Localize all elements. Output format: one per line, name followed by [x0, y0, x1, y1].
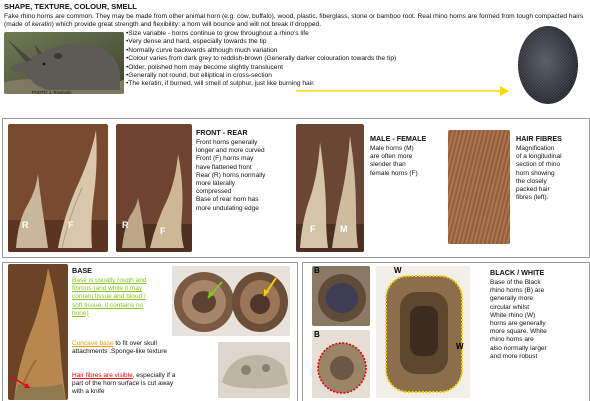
horn-label-rear: R: [122, 220, 129, 230]
front-rear-photo-2: [116, 124, 192, 252]
text-line: Magnification: [516, 145, 555, 152]
text-line: more square. White: [490, 328, 547, 336]
bullet-item: •Normally curve backwards although much variation: [126, 46, 278, 54]
text-line: rhino horns are: [490, 336, 534, 344]
text-line: attachments .Sponge-like texture: [72, 348, 168, 356]
bullet-item: •Generally not round, but elliptical in cross-section: [126, 72, 272, 80]
text-line: generally more: [490, 295, 533, 303]
intro-text-2: ) which provide great strength and flexibility: a horn will bounce and will not break if dropped.: [51, 21, 322, 29]
text-line: soft tissue, it contains no: [72, 301, 144, 309]
intro-keratin: keratin: [31, 21, 52, 29]
rhino-photo: [4, 32, 124, 94]
horn-label-rear: R: [22, 220, 29, 230]
text-line: Male horns (M): [370, 145, 414, 152]
text-line: circular whilst: [490, 303, 530, 311]
text-line: part of the horn surface is cut away: [72, 380, 174, 388]
text-fragment: to fit over skull: [113, 340, 157, 347]
text-line: horn showing: [516, 169, 555, 177]
text-line: [72, 340, 212, 348]
text-line: more laterally: [196, 180, 236, 188]
base-title: BASE: [72, 266, 92, 275]
front-rear-text: [196, 139, 296, 213]
text-line: White rhino (W): [490, 311, 536, 319]
section-title-shape: SHAPE, TEXTURE, COLOUR, SMELL: [4, 2, 137, 11]
text-line: Base of rear horn has: [196, 196, 259, 204]
text-line: compressed: [196, 188, 232, 196]
horn-label-male: M: [340, 224, 348, 234]
text-line: Rear (R) horns normally: [196, 171, 266, 179]
horn-label-female: F: [310, 224, 316, 234]
text-line: horns are generally: [490, 320, 546, 328]
shape-bullets: [126, 30, 436, 89]
text-line: Base of the Black: [490, 279, 541, 286]
label-white-rhino: W: [456, 342, 464, 351]
black-white-title: BLACK / WHITE: [490, 268, 545, 277]
text-line: slender than: [370, 161, 406, 169]
male-female-text: [370, 145, 448, 178]
horn-label-front: F: [160, 226, 166, 236]
hair-fibres-photo: [448, 130, 510, 244]
text-line: Front horns generally: [196, 139, 258, 146]
text-line: have flattened front: [196, 163, 252, 171]
label-white-rhino: W: [394, 266, 402, 275]
label-black-rhino: B: [314, 266, 320, 275]
text-line: also normally larger: [490, 344, 547, 352]
text-fragment: , especially if a: [132, 372, 176, 379]
front-rear-photo-1: [8, 124, 108, 252]
text-line: fibres (left).: [516, 194, 549, 202]
bullet-item: •The keratin, if burned, will smell of sulphur, just like burning hair.: [126, 80, 315, 88]
base-red-text: [72, 372, 222, 397]
base-green-text: [72, 277, 172, 318]
base-orange-text: [72, 340, 212, 356]
intro-paragraph: [4, 13, 588, 30]
text-line: of a longitudinal: [516, 153, 562, 161]
text-line: packed hair: [516, 186, 550, 194]
horn-bases-photo: [172, 266, 290, 336]
text-line: section of rhino: [516, 161, 561, 169]
black-rhino-base-photo-2: [312, 330, 370, 398]
horn-cross-section-photo: [512, 22, 584, 108]
text-line: the closely: [516, 177, 547, 185]
text-line: Base is usually rough and: [72, 277, 147, 284]
text-line: Front (F) horns may: [196, 155, 254, 163]
concave-base-label: Concave base: [72, 340, 114, 347]
white-rhino-base-photo: [376, 266, 470, 398]
hair-fibres-text: [516, 145, 588, 202]
text-line: and more robust: [490, 352, 538, 360]
photo-credit: PHOTO: J. Rosmarin: [32, 90, 72, 95]
text-line: [72, 372, 222, 380]
hair-fibres-title: HAIR FIBRES: [516, 134, 562, 143]
male-female-photo: [296, 124, 364, 252]
label-black-rhino: B: [314, 330, 320, 339]
front-rear-title: FRONT - REAR: [196, 128, 248, 137]
text-line: more undulating edge: [196, 204, 259, 212]
bullet-item: •Size variable - horns continue to grow throughout a rhino's life: [126, 30, 309, 37]
text-line: longer and more curved: [196, 147, 265, 155]
bullet-item: •Colour varies from dark grey to reddish-brown (Generally darker colouration towards the tip): [126, 55, 397, 63]
bullet-item: •Very dense and hard, especially towards the tip: [126, 38, 267, 46]
text-line: bone): [72, 309, 89, 317]
male-female-title: MALE - FEMALE: [370, 134, 427, 143]
text-line: are often more: [370, 153, 413, 161]
text-line: contain tissue and blood /: [72, 293, 146, 301]
intro-text-1: Fake rhino horns are common. They may be made from other animal horn (e.g. cow, buffalo), wood, plastic, fiberglass, stone or bamboo root. Real rhino horns are formed from tough compacted hairs (made of: [4, 13, 584, 29]
text-line: fibrous (and while it may: [72, 285, 143, 293]
horn-label-front: F: [68, 220, 74, 230]
text-line: rhino horns (B) are: [490, 287, 545, 295]
base-horn-photo: [8, 264, 68, 400]
hair-fibres-visible-label: Hair fibres are visible: [72, 372, 133, 379]
black-rhino-base-photo-1: [312, 266, 370, 326]
bullet-item: •Older, polished horn may become slightly translucent: [126, 63, 283, 71]
text-line: with a knife: [72, 388, 105, 396]
black-white-text: [490, 279, 586, 361]
skull-photo: [218, 342, 290, 398]
text-line: female horns (F): [370, 169, 418, 177]
yellow-arrow-icon: [296, 84, 510, 98]
